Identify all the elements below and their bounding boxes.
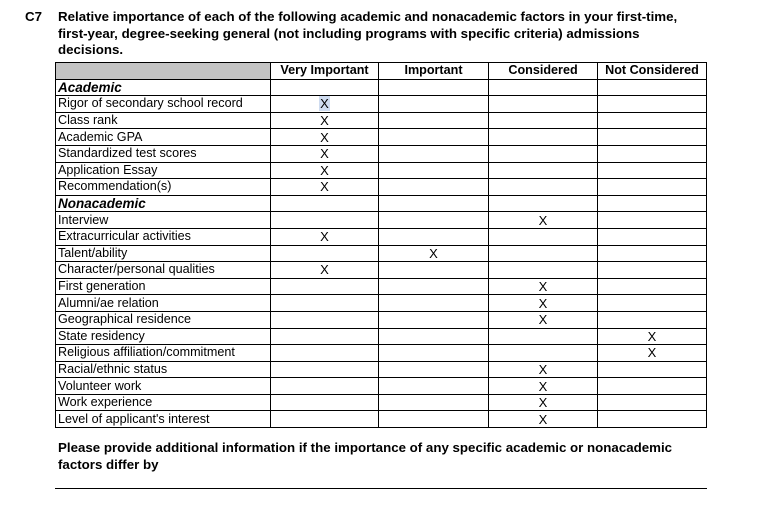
check-mark: X [320, 262, 329, 278]
factor-label: Interview [56, 212, 271, 229]
mark-cell-not-considered[interactable] [598, 311, 707, 328]
mark-cell-important[interactable] [379, 112, 489, 129]
table-row [56, 295, 707, 312]
check-mark: X [320, 129, 329, 145]
mark-cell-not-considered[interactable] [598, 129, 707, 146]
check-mark: X [320, 179, 329, 195]
factor-label: Alumni/ae relation [56, 295, 271, 312]
mark-cell-considered[interactable] [489, 245, 598, 262]
table-row [56, 245, 707, 262]
mark-cell-important[interactable] [379, 96, 489, 113]
table-row [56, 394, 707, 411]
table-row [56, 228, 707, 245]
mark-cell-considered[interactable] [489, 179, 598, 196]
mark-cell-considered[interactable] [489, 311, 598, 328]
mark-cell-considered[interactable] [489, 278, 598, 295]
mark-cell-not-considered[interactable] [598, 345, 707, 362]
mark-cell-considered[interactable] [489, 411, 598, 428]
mark-cell-considered[interactable] [489, 145, 598, 162]
table-body [56, 79, 707, 427]
mark-cell-important[interactable] [379, 145, 489, 162]
mark-cell-very-important[interactable] [271, 295, 379, 312]
factor-label: Rigor of secondary school record [56, 96, 271, 113]
check-mark: X [538, 295, 548, 311]
mark-cell-considered[interactable] [489, 96, 598, 113]
section-empty-cell [379, 195, 489, 212]
header-considered: Considered [489, 63, 598, 80]
factor-label: First generation [56, 278, 271, 295]
table-row [56, 328, 707, 345]
check-mark: X [647, 345, 657, 361]
check-mark: X [538, 411, 548, 427]
mark-cell-important[interactable] [379, 295, 489, 312]
section-empty-cell [598, 195, 707, 212]
section-row [56, 195, 707, 212]
check-mark: X [320, 162, 329, 178]
table-row [56, 311, 707, 328]
question-text: Relative importance of each of the following academic and nonacademic factors in your first-time, first-year, degree-seeking general (not including programs with specific criteria) admissions decisions. [58, 9, 678, 57]
table-row [56, 162, 707, 179]
mark-cell-very-important[interactable] [271, 361, 379, 378]
factor-label: Application Essay [56, 162, 271, 179]
mark-cell-important[interactable] [379, 278, 489, 295]
factor-label: Religious affiliation/commitment [56, 345, 271, 362]
mark-cell-considered[interactable] [489, 394, 598, 411]
mark-cell-important[interactable] [379, 245, 489, 262]
mark-cell-very-important[interactable] [271, 278, 379, 295]
mark-cell-not-considered[interactable] [598, 245, 707, 262]
mark-cell-considered[interactable] [489, 212, 598, 229]
mark-cell-important[interactable] [379, 345, 489, 362]
mark-cell-considered[interactable] [489, 295, 598, 312]
mark-cell-very-important[interactable] [271, 96, 379, 113]
mark-cell-not-considered[interactable] [598, 228, 707, 245]
factor-label: Recommendation(s) [56, 179, 271, 196]
mark-cell-very-important[interactable] [271, 162, 379, 179]
mark-cell-important[interactable] [379, 212, 489, 229]
mark-cell-very-important[interactable] [271, 378, 379, 395]
mark-cell-important[interactable] [379, 311, 489, 328]
table-row [56, 361, 707, 378]
table-row [56, 96, 707, 113]
section-label: Academic [56, 79, 271, 96]
section-empty-cell [271, 79, 379, 96]
question-code: C7 [25, 9, 42, 24]
factor-label: Extracurricular activities [56, 228, 271, 245]
mark-cell-important[interactable] [379, 129, 489, 146]
mark-cell-very-important[interactable] [271, 212, 379, 229]
mark-cell-considered[interactable] [489, 162, 598, 179]
mark-cell-not-considered[interactable] [598, 212, 707, 229]
mark-cell-not-considered[interactable] [598, 378, 707, 395]
mark-cell-important[interactable] [379, 179, 489, 196]
mark-cell-not-considered[interactable] [598, 394, 707, 411]
header-not-considered: Not Considered [598, 63, 707, 80]
check-mark: X [538, 212, 548, 228]
table-header-row [56, 63, 707, 80]
mark-cell-very-important[interactable] [271, 345, 379, 362]
table-row [56, 411, 707, 428]
mark-cell-considered[interactable] [489, 345, 598, 362]
table-row [56, 345, 707, 362]
factor-label: Class rank [56, 112, 271, 129]
section-empty-cell [489, 195, 598, 212]
header-blank-cell [56, 63, 271, 80]
section-label: Nonacademic [56, 195, 271, 212]
factor-label: Volunteer work [56, 378, 271, 395]
factor-label: Academic GPA [56, 129, 271, 146]
mark-cell-considered[interactable] [489, 328, 598, 345]
mark-cell-not-considered[interactable] [598, 328, 707, 345]
table-row [56, 112, 707, 129]
check-mark: X [320, 146, 329, 162]
mark-cell-important[interactable] [379, 262, 489, 279]
factor-label: Racial/ethnic status [56, 361, 271, 378]
answer-line[interactable] [55, 488, 707, 489]
mark-cell-considered[interactable] [489, 112, 598, 129]
factor-label: Level of applicant's interest [56, 411, 271, 428]
factor-label: State residency [56, 328, 271, 345]
check-mark: X [320, 229, 329, 245]
header-very-important: Very Important [271, 63, 379, 80]
mark-cell-very-important[interactable] [271, 129, 379, 146]
check-mark: X [538, 361, 548, 377]
mark-cell-not-considered[interactable] [598, 145, 707, 162]
mark-cell-considered[interactable] [489, 378, 598, 395]
mark-cell-not-considered[interactable] [598, 411, 707, 428]
check-mark: X [538, 378, 548, 394]
table-row [56, 262, 707, 279]
table-row [56, 378, 707, 395]
mark-cell-very-important[interactable] [271, 262, 379, 279]
mark-cell-not-considered[interactable] [598, 179, 707, 196]
mark-cell-important[interactable] [379, 328, 489, 345]
mark-cell-very-important[interactable] [271, 228, 379, 245]
table-row [56, 129, 707, 146]
section-empty-cell [598, 79, 707, 96]
mark-cell-important[interactable] [379, 394, 489, 411]
mark-cell-not-considered[interactable] [598, 361, 707, 378]
mark-cell-not-considered[interactable] [598, 112, 707, 129]
factor-label: Character/personal qualities [56, 262, 271, 279]
mark-cell-very-important[interactable] [271, 245, 379, 262]
section-empty-cell [489, 79, 598, 96]
check-mark: X [647, 328, 657, 344]
mark-cell-not-considered[interactable] [598, 96, 707, 113]
table-row [56, 278, 707, 295]
check-mark: X [320, 96, 329, 112]
additional-info-prompt: Please provide additional information if the importance of any specific academic or nonacademic factors differ by [58, 440, 673, 472]
mark-cell-very-important[interactable] [271, 179, 379, 196]
mark-cell-considered[interactable] [489, 262, 598, 279]
table-row [56, 179, 707, 196]
mark-cell-considered[interactable] [489, 361, 598, 378]
section-empty-cell [379, 79, 489, 96]
header-important: Important [379, 63, 489, 80]
factor-label: Talent/ability [56, 245, 271, 262]
mark-cell-very-important[interactable] [271, 411, 379, 428]
mark-cell-important[interactable] [379, 378, 489, 395]
check-mark: X [538, 279, 548, 295]
mark-cell-very-important[interactable] [271, 112, 379, 129]
check-mark: X [429, 245, 438, 261]
mark-cell-not-considered[interactable] [598, 295, 707, 312]
mark-cell-important[interactable] [379, 162, 489, 179]
factor-label: Geographical residence [56, 311, 271, 328]
table-row [56, 212, 707, 229]
mark-cell-important[interactable] [379, 361, 489, 378]
mark-cell-considered[interactable] [489, 129, 598, 146]
mark-cell-important[interactable] [379, 411, 489, 428]
mark-cell-very-important[interactable] [271, 311, 379, 328]
mark-cell-not-considered[interactable] [598, 262, 707, 279]
factors-table [55, 62, 707, 428]
check-mark: X [538, 395, 548, 411]
check-mark: X [538, 312, 548, 328]
factor-label: Work experience [56, 394, 271, 411]
mark-cell-very-important[interactable] [271, 145, 379, 162]
mark-cell-considered[interactable] [489, 228, 598, 245]
mark-cell-not-considered[interactable] [598, 162, 707, 179]
mark-cell-important[interactable] [379, 228, 489, 245]
mark-cell-not-considered[interactable] [598, 278, 707, 295]
mark-cell-very-important[interactable] [271, 328, 379, 345]
section-row [56, 79, 707, 96]
table-row [56, 145, 707, 162]
section-empty-cell [271, 195, 379, 212]
mark-cell-very-important[interactable] [271, 394, 379, 411]
check-mark: X [320, 113, 329, 129]
factor-label: Standardized test scores [56, 145, 271, 162]
